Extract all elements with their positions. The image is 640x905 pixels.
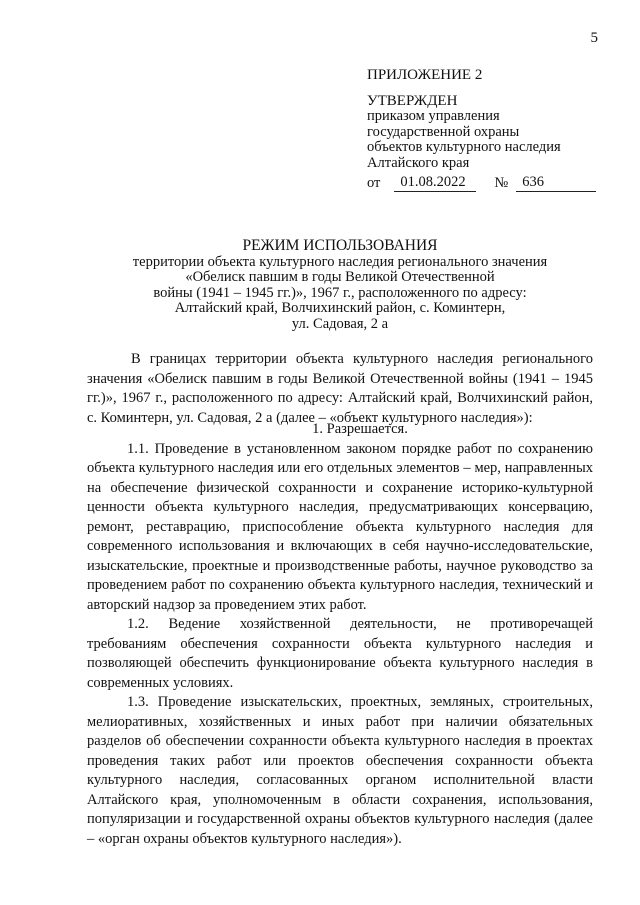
section-1	[87, 420, 593, 849]
number-sign: №	[494, 175, 509, 191]
order-number: 636	[516, 175, 596, 192]
intro-block	[87, 350, 593, 428]
section-item-1-1: 1.1. Проведение в установленном законом порядке работ по сохранению объекта культурного наследия или его отдельных элементов – мер, направленных на обеспечение физической сохранности и сохранение историко-культурной ценности объекта культурного наследия, предусматривающих консервацию, ремонт, реставрацию, приспособление объекта культурного наследия для современного использования и включающих в себя научно-исследовательские, изыскательские, проектные и производственные работы, научное руководство за проведением работ по сохранению объекта культурного наследия, технический и авторский надзор за проведением этих работ.	[87, 440, 593, 613]
title-line: ул. Садовая, 2 а	[291, 315, 389, 332]
approval-block	[367, 68, 607, 192]
date-number-row	[367, 175, 607, 192]
approval-line: приказом управления	[367, 108, 500, 124]
date-prefix: от	[367, 175, 381, 191]
order-date: 01.08.2022	[394, 175, 476, 192]
section-item-1-2: 1.2. Ведение хозяйственной деятельности, не противоречащей требованиям обеспечения сохранности объекта культурного наследия и позволяющей обеспечить функционирование объекта культурного наследия в современных условиях.	[87, 616, 593, 691]
approval-line: государственной охраны	[367, 123, 520, 140]
title-line: Алтайский край, Волчихинский район, с. Коминтерн,	[174, 300, 506, 316]
intro-paragraph: В границах территории объекта культурного наследия регионального значения «Обелиск павшим в годы Великой Отечественной войны (1941 – 1945 гг.)», 1967 г., расположенного по адресу: Алтайский край, Волчихинский район, с. Коминтерн, ул. Садовая, 2 а (далее – «объект культурного наследия»):	[87, 351, 593, 426]
approval-line: объектов культурного наследия	[367, 139, 561, 155]
appendix-heading: ПРИЛОЖЕНИЕ 2	[367, 67, 483, 83]
section-title: 1. Разрешается.	[312, 421, 408, 437]
document-title: РЕЖИМ ИСПОЛЬЗОВАНИЯ	[242, 237, 438, 254]
title-line: «Обелиск павшим в годы Великой Отечественной	[185, 269, 495, 285]
document-title-block	[60, 238, 620, 332]
approved-label: УТВЕРЖДЕН	[367, 92, 458, 109]
title-line: войны (1941 – 1945 гг.)», 1967 г., расположенного по адресу:	[153, 284, 527, 301]
page-number: 5	[590, 30, 598, 46]
title-line: территории объекта культурного наследия регионального значения	[132, 253, 548, 270]
section-item-1-3: 1.3. Проведение изыскательских, проектных, земляных, строительных, мелиоративных, хозяйственных и иных работ при наличии обязательных разделов об обеспечении сохранности объекта культурного наследия в проектах проведения таких работ или проектов обеспечения сохранности объекта культурного наследия, согласованных органом исполнительной власти Алтайского края, уполномоченным в области сохранения, использования, популяризации и государственной охраны объектов культурного наследия (далее – «орган охраны объектов культурного наследия»).	[87, 694, 593, 847]
approval-line: Алтайского края	[367, 154, 470, 171]
